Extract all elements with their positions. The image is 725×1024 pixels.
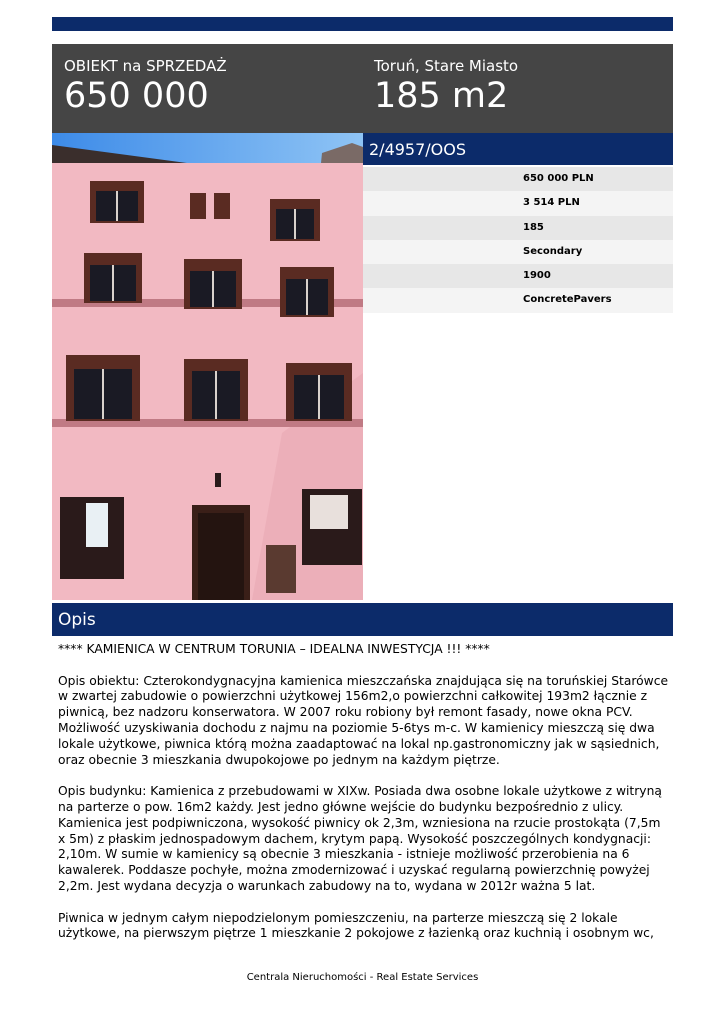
detail-row-year [363,264,673,288]
listing-header [52,44,673,133]
price-block [64,56,227,116]
description-paragraph: Piwnica w jednym całym niepodzielonym pomieszczeniu, na parterze mieszczą się 2 lokale użytkowe, na pierwszym piętrze 1 mieszkanie 2 pokojowe z łazienką oraz kuchnią i osobnym wc, [58,910,654,941]
detail-row-market [363,240,673,264]
description-text [58,642,670,942]
detail-value: 650 000 PLN [523,173,594,184]
description-paragraph: Opis budynku: Kamienica z przebudowami w XIXw. Posiada dwa osobne lokale użytkowe z witryną na parterze o pow. 16m2 każdy. Jest jedno główne wejście do budynku bezpośrednio z ulicy. Kamienica jest podpiwniczona, wysokość piwnicy ok 2,3m, wzniesiona na rzucie prostokąta (7,5m x 5m) z płaskim jednospadowym dachem, krytym papą. Wysokość poszczególnych kondygnacji: 2,10m. W sumie w kamienicy są obecnie 3 mieszkania - istnieje możliwość przerobienia na 6 kawalerek. Poddasze pochyłe, można zmodernizować i uzyskać regularną powierzchnię powyżej 2,2m. Jest wydana decyzja o warunkach zabudowy na to, wydana w 2012r ważna 5 lat. [58,784,662,893]
detail-row-access-road [363,288,673,312]
detail-value: ConcretePavers [523,294,612,306]
offer-label: OBIEKT na SPRZEDAŻ [64,57,227,75]
detail-value: 185 [523,221,544,233]
top-accent-bar [52,17,673,31]
detail-row-price-per-m2 [363,191,673,215]
detail-row-area [363,216,673,240]
reference-bar [363,133,673,165]
description-paragraph: Opis obiektu: Czterokondygnacyjna kamienica mieszczańska znajdująca się na toruńskiej Starówce w zwartej zabudowie o powierzchni użytkowej 156m2,o powierzchni całkowitej 193m2 łącznie z piwnicą, bez nadzoru konserwatora. W 2007 roku robiony był remont fasady, nowe okna PCV. Możliwość uzyskiwania dochodu z najmu na poziomie 5-6tys m-c. W kamienicy mieszczą się dwa lokale użytkowe, piwnica którą można zaadaptować na lokal np.gastronomiczny jak w sąsiednich, oraz obecnie 3 mieszkania dwupokojowe po jednym na każdym piętrze. [58,673,669,767]
page-footer: Centrala Nieruchomości - Real Estate Services [246,972,479,983]
detail-value: Secondary [523,245,583,257]
section-title: Opis [58,610,96,630]
detail-value: 3 514 PLN [523,197,580,209]
reference-number: 2/4957/OOS [369,140,467,159]
detail-row-price [363,167,673,191]
price-value: 650 000 [64,76,209,116]
area-value: 185 m2 [374,76,509,116]
location-label: Toruń, Stare Miasto [374,57,519,75]
location-block [374,56,518,116]
description-headline: **** KAMIENICA W CENTRUM TORUNIA – IDEALNA INWESTYCJA !!! **** [58,642,490,656]
detail-value: 1900 [523,270,551,282]
description-section-bar [52,603,673,636]
property-photo [52,133,363,600]
details-table [363,167,673,313]
